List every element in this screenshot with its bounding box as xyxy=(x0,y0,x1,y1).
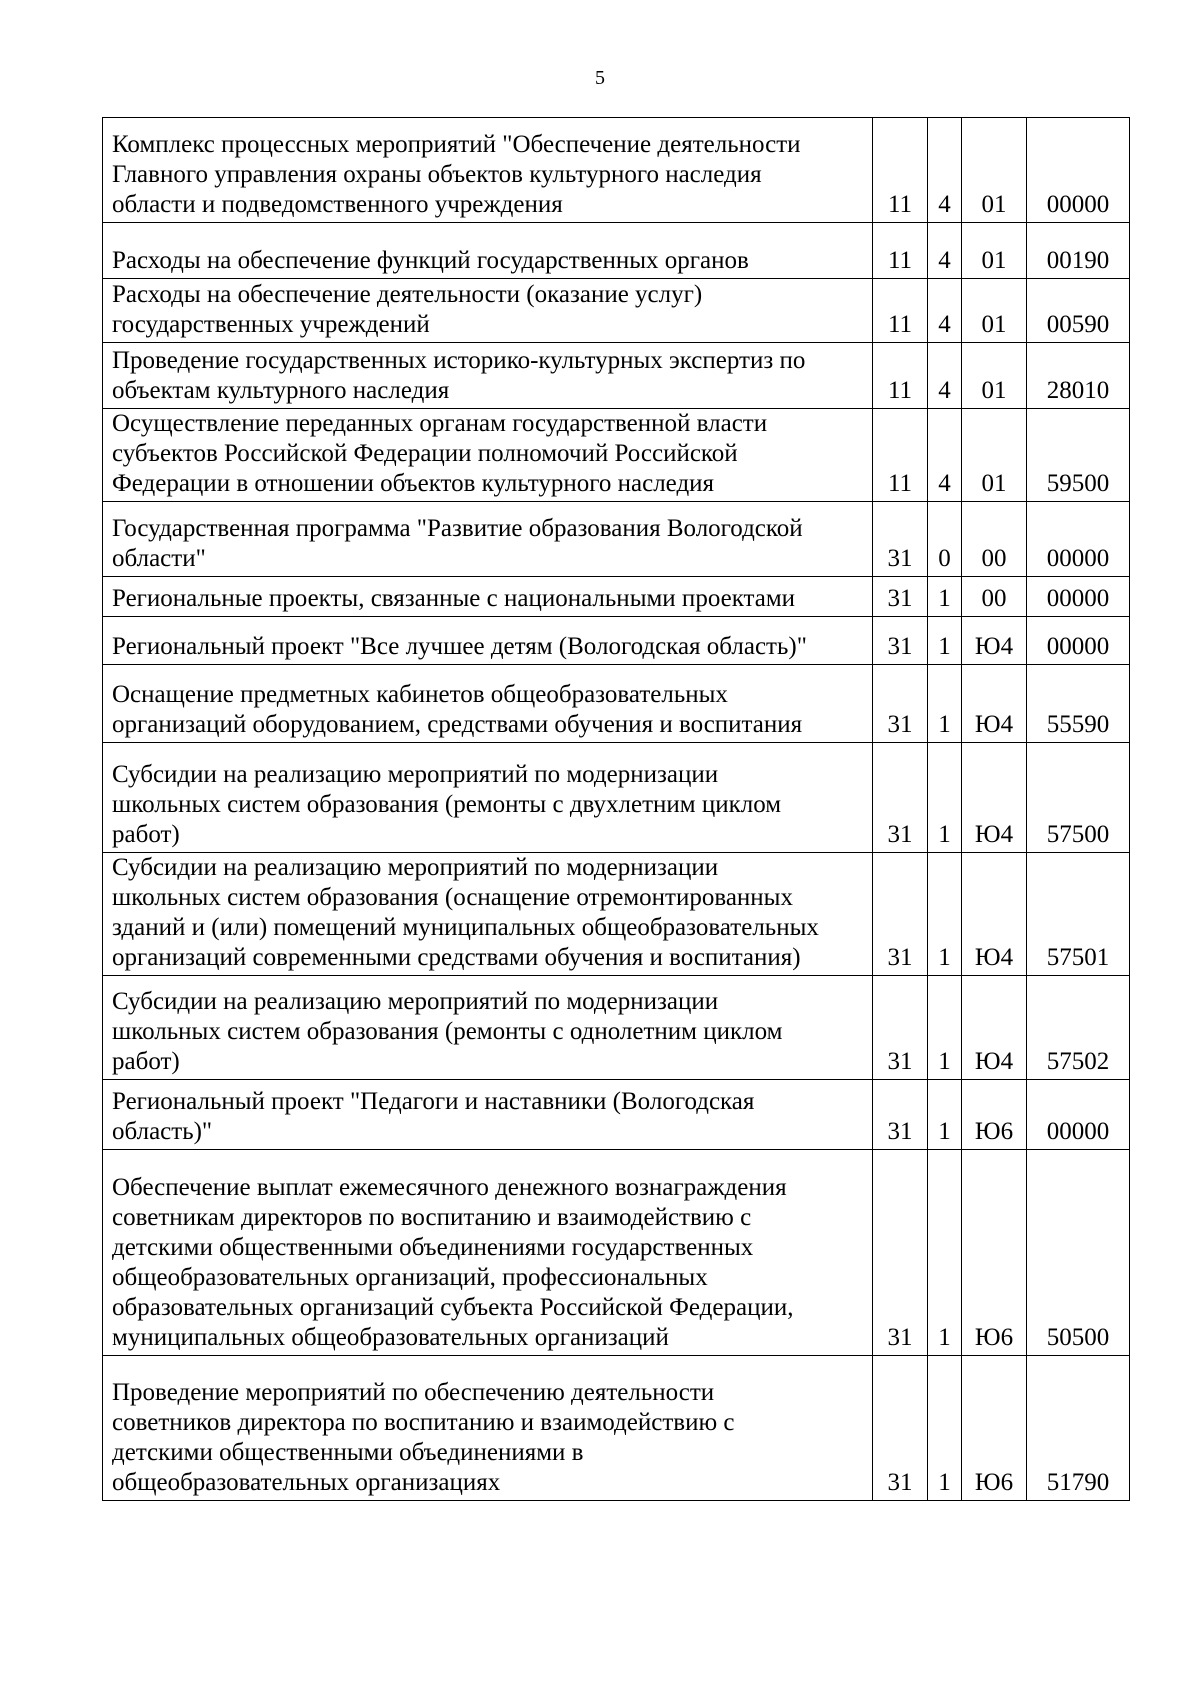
row-name-line: работ) xyxy=(112,1048,180,1075)
measure-code-cell: Ю6 xyxy=(962,1080,1027,1150)
subprogram-code-cell: 1 xyxy=(928,853,962,976)
subprogram-code-cell: 4 xyxy=(928,409,962,502)
direction-code-cell: 50500 xyxy=(1027,1150,1130,1356)
direction-code-cell: 51790 xyxy=(1027,1356,1130,1501)
subprogram-code-cell: 4 xyxy=(928,343,962,409)
direction-code-cell: 00000 xyxy=(1027,502,1130,577)
program-code-cell: 11 xyxy=(873,343,928,409)
direction-code-cell: 57500 xyxy=(1027,743,1130,853)
table-row xyxy=(103,279,1130,343)
row-name-line: Региональный проект "Педагоги и наставники (Вологодская xyxy=(112,1088,755,1115)
row-name-line: работ) xyxy=(112,821,180,848)
subprogram-code-cell: 0 xyxy=(928,502,962,577)
measure-code-cell: 01 xyxy=(962,409,1027,502)
row-name-line: области и подведомственного учреждения xyxy=(112,191,563,218)
row-name-cell xyxy=(103,118,873,223)
measure-code-cell: 01 xyxy=(962,223,1027,279)
direction-code-cell: 00000 xyxy=(1027,1080,1130,1150)
row-name-line: Субсидии на реализацию мероприятий по модернизации xyxy=(112,761,719,788)
page-number: 5 xyxy=(595,67,605,89)
row-name-line: детскими общественными объединениями государственных xyxy=(112,1234,754,1261)
row-name-cell xyxy=(103,409,873,502)
row-name-cell xyxy=(103,853,873,976)
measure-code-cell: 01 xyxy=(962,279,1027,343)
table-row xyxy=(103,617,1130,665)
subprogram-code-cell: 4 xyxy=(928,223,962,279)
row-name-line: общеобразовательных организаций, профессиональных xyxy=(112,1264,708,1291)
table-row xyxy=(103,1356,1130,1501)
row-name-line: область)" xyxy=(112,1118,213,1145)
row-name-cell xyxy=(103,617,873,665)
row-name-cell xyxy=(103,502,873,577)
row-name-line: Проведение государственных историко-культурных экспертиз по xyxy=(112,347,806,374)
row-name-line: организаций современными средствами обучения и воспитания) xyxy=(112,944,801,971)
row-name-line: объектам культурного наследия xyxy=(112,377,450,404)
table-row xyxy=(103,343,1130,409)
measure-code-cell: Ю4 xyxy=(962,976,1027,1080)
row-name-line: Главного управления охраны объектов культурного наследия xyxy=(112,161,762,188)
table-row xyxy=(103,223,1130,279)
table-row xyxy=(103,743,1130,853)
measure-code-cell: Ю4 xyxy=(962,665,1027,743)
direction-code-cell: 00000 xyxy=(1027,577,1130,617)
measure-code-cell: Ю4 xyxy=(962,743,1027,853)
row-name-cell xyxy=(103,279,873,343)
subprogram-code-cell: 1 xyxy=(928,577,962,617)
table-row xyxy=(103,577,1130,617)
program-code-cell: 31 xyxy=(873,502,928,577)
subprogram-code-cell: 1 xyxy=(928,665,962,743)
direction-code-cell: 57502 xyxy=(1027,976,1130,1080)
measure-code-cell: Ю6 xyxy=(962,1150,1027,1356)
row-name-line: Субсидии на реализацию мероприятий по модернизации xyxy=(112,988,719,1015)
table-row xyxy=(103,665,1130,743)
direction-code-cell: 00000 xyxy=(1027,118,1130,223)
subprogram-code-cell: 1 xyxy=(928,617,962,665)
measure-code-cell: Ю6 xyxy=(962,1356,1027,1501)
program-code-cell: 11 xyxy=(873,409,928,502)
row-name-line: Оснащение предметных кабинетов общеобразовательных xyxy=(112,681,728,708)
table-row xyxy=(103,1150,1130,1356)
row-name-cell xyxy=(103,1150,873,1356)
subprogram-code-cell: 1 xyxy=(928,1356,962,1501)
row-name-line: Региональный проект "Все лучшее детям (Вологодская область)" xyxy=(112,633,807,660)
program-code-cell: 11 xyxy=(873,223,928,279)
measure-code-cell: 01 xyxy=(962,118,1027,223)
row-name-line: Обеспечение выплат ежемесячного денежного вознаграждения xyxy=(112,1174,787,1201)
program-code-cell: 31 xyxy=(873,1356,928,1501)
table-row xyxy=(103,976,1130,1080)
direction-code-cell: 57501 xyxy=(1027,853,1130,976)
program-code-cell: 31 xyxy=(873,1080,928,1150)
row-name-line: советникам директоров по воспитанию и взаимодействию с xyxy=(112,1204,752,1231)
measure-code-cell: 01 xyxy=(962,343,1027,409)
row-name-cell xyxy=(103,223,873,279)
table-row xyxy=(103,1080,1130,1150)
program-code-cell: 31 xyxy=(873,577,928,617)
direction-code-cell: 55590 xyxy=(1027,665,1130,743)
row-name-line: образовательных организаций субъекта Российской Федерации, xyxy=(112,1294,794,1321)
measure-code-cell: 00 xyxy=(962,502,1027,577)
subprogram-code-cell: 1 xyxy=(928,976,962,1080)
row-name-cell xyxy=(103,743,873,853)
direction-code-cell: 59500 xyxy=(1027,409,1130,502)
row-name-line: муниципальных общеобразовательных организаций xyxy=(112,1324,669,1351)
row-name-cell xyxy=(103,343,873,409)
row-name-line: Субсидии на реализацию мероприятий по модернизации xyxy=(112,854,719,881)
direction-code-cell: 00190 xyxy=(1027,223,1130,279)
row-name-line: Проведение мероприятий по обеспечению деятельности xyxy=(112,1379,715,1406)
program-code-cell: 31 xyxy=(873,743,928,853)
row-name-line: субъектов Российской Федерации полномочий Российской xyxy=(112,440,738,467)
table-row xyxy=(103,853,1130,976)
table-body xyxy=(103,118,1130,1501)
program-code-cell: 31 xyxy=(873,976,928,1080)
row-name-cell xyxy=(103,577,873,617)
direction-code-cell: 28010 xyxy=(1027,343,1130,409)
subprogram-code-cell: 1 xyxy=(928,1080,962,1150)
row-name-line: государственных учреждений xyxy=(112,311,430,338)
row-name-line: школьных систем образования (ремонты с двухлетним циклом xyxy=(112,791,782,818)
program-code-cell: 31 xyxy=(873,853,928,976)
row-name-line: школьных систем образования (оснащение отремонтированных xyxy=(112,884,793,911)
direction-code-cell: 00590 xyxy=(1027,279,1130,343)
program-code-cell: 11 xyxy=(873,118,928,223)
program-code-cell: 31 xyxy=(873,665,928,743)
subprogram-code-cell: 1 xyxy=(928,1150,962,1356)
row-name-line: Расходы на обеспечение деятельности (оказание услуг) xyxy=(112,281,703,308)
table-row xyxy=(103,502,1130,577)
table-row xyxy=(103,409,1130,502)
program-code-cell: 31 xyxy=(873,1150,928,1356)
subprogram-code-cell: 1 xyxy=(928,743,962,853)
measure-code-cell: Ю4 xyxy=(962,853,1027,976)
row-name-line: детскими общественными объединениями в xyxy=(112,1439,584,1466)
row-name-line: Комплекс процессных мероприятий "Обеспечение деятельности xyxy=(112,131,801,158)
measure-code-cell: 00 xyxy=(962,577,1027,617)
row-name-line: Осуществление переданных органам государственной власти xyxy=(112,410,768,437)
row-name-line: общеобразовательных организациях xyxy=(112,1469,501,1496)
row-name-line: школьных систем образования (ремонты с однолетним циклом xyxy=(112,1018,783,1045)
measure-code-cell: Ю4 xyxy=(962,617,1027,665)
row-name-cell xyxy=(103,1356,873,1501)
row-name-cell xyxy=(103,976,873,1080)
row-name-line: советников директора по воспитанию и взаимодействию с xyxy=(112,1409,735,1436)
row-name-line: области" xyxy=(112,545,206,572)
row-name-line: зданий и (или) помещений муниципальных общеобразовательных xyxy=(112,914,819,941)
budget-classification-table xyxy=(102,117,1130,1501)
row-name-line: организаций оборудованием, средствами обучения и воспитания xyxy=(112,711,803,738)
row-name-line: Государственная программа "Развитие образования Вологодской xyxy=(112,515,803,542)
row-name-cell xyxy=(103,665,873,743)
program-code-cell: 31 xyxy=(873,617,928,665)
row-name-line: Федерации в отношении объектов культурного наследия xyxy=(112,470,715,497)
subprogram-code-cell: 4 xyxy=(928,118,962,223)
table-row xyxy=(103,118,1130,223)
row-name-line: Расходы на обеспечение функций государственных органов xyxy=(112,247,749,274)
subprogram-code-cell: 4 xyxy=(928,279,962,343)
row-name-line: Региональные проекты, связанные с национальными проектами xyxy=(112,585,796,612)
direction-code-cell: 00000 xyxy=(1027,617,1130,665)
program-code-cell: 11 xyxy=(873,279,928,343)
row-name-cell xyxy=(103,1080,873,1150)
